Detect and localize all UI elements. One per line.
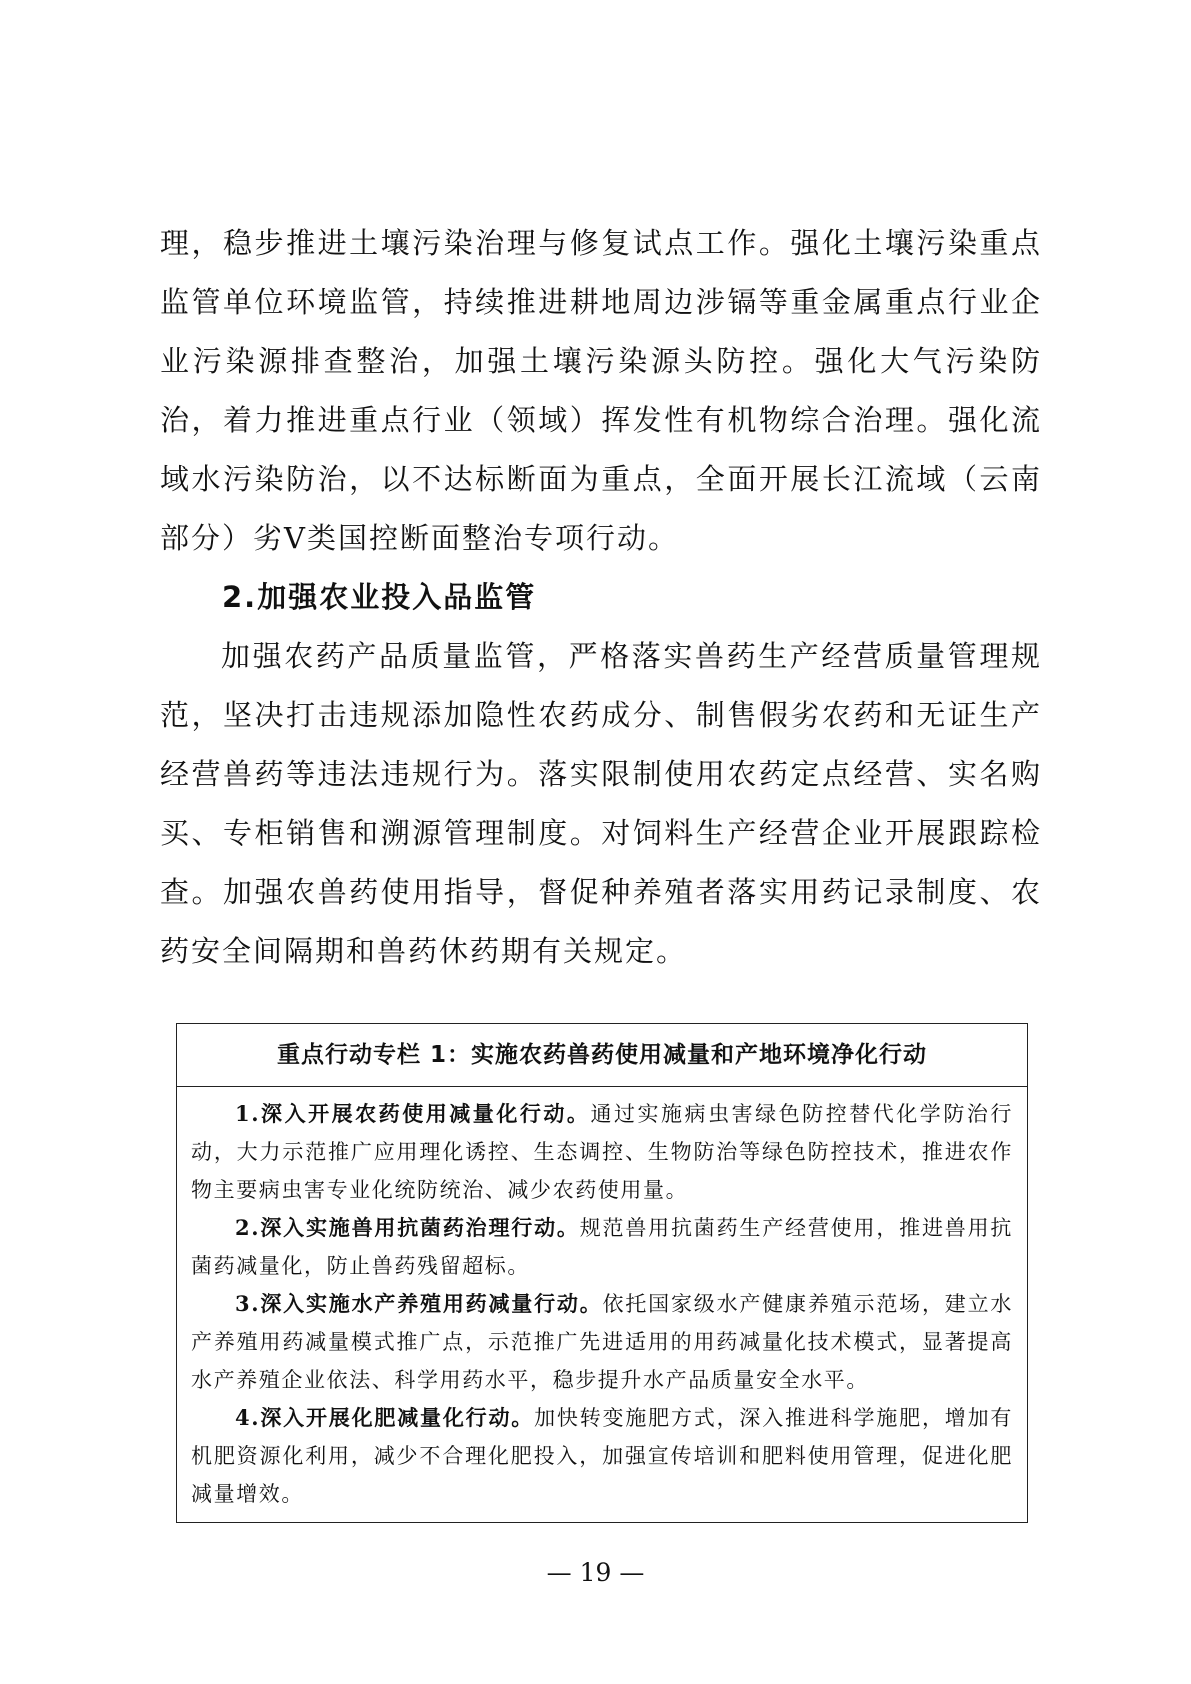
box-item-title: 2.深入实施兽用抗菌药治理行动。 [235, 1215, 580, 1240]
box-item-fertilizer-reduction [191, 1399, 1013, 1513]
key-action-box-body [177, 1087, 1027, 1513]
key-action-box [176, 1023, 1028, 1523]
paragraph-agri-input-supervision: 加强农药产品质量监管，严格落实兽药生产经营质量管理规范，坚决打击违规添加隐性农药成分、制售假劣农药和无证生产经营兽药等违法违规行为。落实限制使用农药定点经营、实名购买、专柜销售和溯源管理制度。对饲料生产经营企业开展跟踪检查。加强农兽药使用指导，督促种养殖者落实用药记录制度、农药安全间隔期和兽药休药期有关规定。 [160, 639, 1042, 968]
box-item-text: 规范兽用抗菌药生产经营使用，推进兽用抗菌药减量化，防止兽药残留超标。 [191, 1216, 1013, 1278]
box-item-text: 通过实施病虫害绿色防控替代化学防治行动，大力示范推广应用理化诱控、生态调控、生物防治等绿色防控技术，推进农作物主要病虫害专业化统防统治、减少农药使用量。 [191, 1102, 1013, 1202]
page-number: — 19 — [546, 1558, 645, 1587]
key-action-box-title: 重点行动专栏 1：实施农药兽药使用减量和产地环境净化行动 [177, 1024, 1027, 1087]
box-item-text: 加快转变施肥方式，深入推进科学施肥，增加有机肥资源化利用，减少不合理化肥投入，加强宣传培训和肥料使用管理，促进化肥减量增效。 [191, 1406, 1013, 1506]
box-item-title: 4.深入开展化肥减量化行动。 [235, 1405, 535, 1430]
box-item-title: 1.深入开展农药使用减量化行动。 [235, 1101, 591, 1126]
section-heading: 2.加强农业投入品监管 [222, 580, 537, 614]
box-item-veterinary-antibacterial [191, 1209, 1013, 1285]
box-item-pesticide-reduction [191, 1095, 1013, 1209]
box-item-title: 3.深入实施水产养殖用药减量行动。 [235, 1291, 603, 1316]
box-item-text: 依托国家级水产健康养殖示范场，建立水产养殖用药减量模式推广点，示范推广先进适用的用药减量化技术模式，显著提高水产养殖企业依法、科学用药水平，稳步提升水产品质量安全水平。 [191, 1292, 1013, 1392]
box-item-aquaculture-drug-reduction [191, 1285, 1013, 1399]
paragraph-soil-pollution: 理，稳步推进土壤污染治理与修复试点工作。强化土壤污染重点监管单位环境监管，持续推进耕地周边涉镉等重金属重点行业企业污染源排查整治，加强土壤污染源头防控。强化大气污染防治，着力推进重点行业（领域）挥发性有机物综合治理。强化流域水污染防治，以不达标断面为重点，全面开展长江流域（云南部分）劣Ⅴ类国控断面整治专项行动。 [160, 226, 1042, 555]
